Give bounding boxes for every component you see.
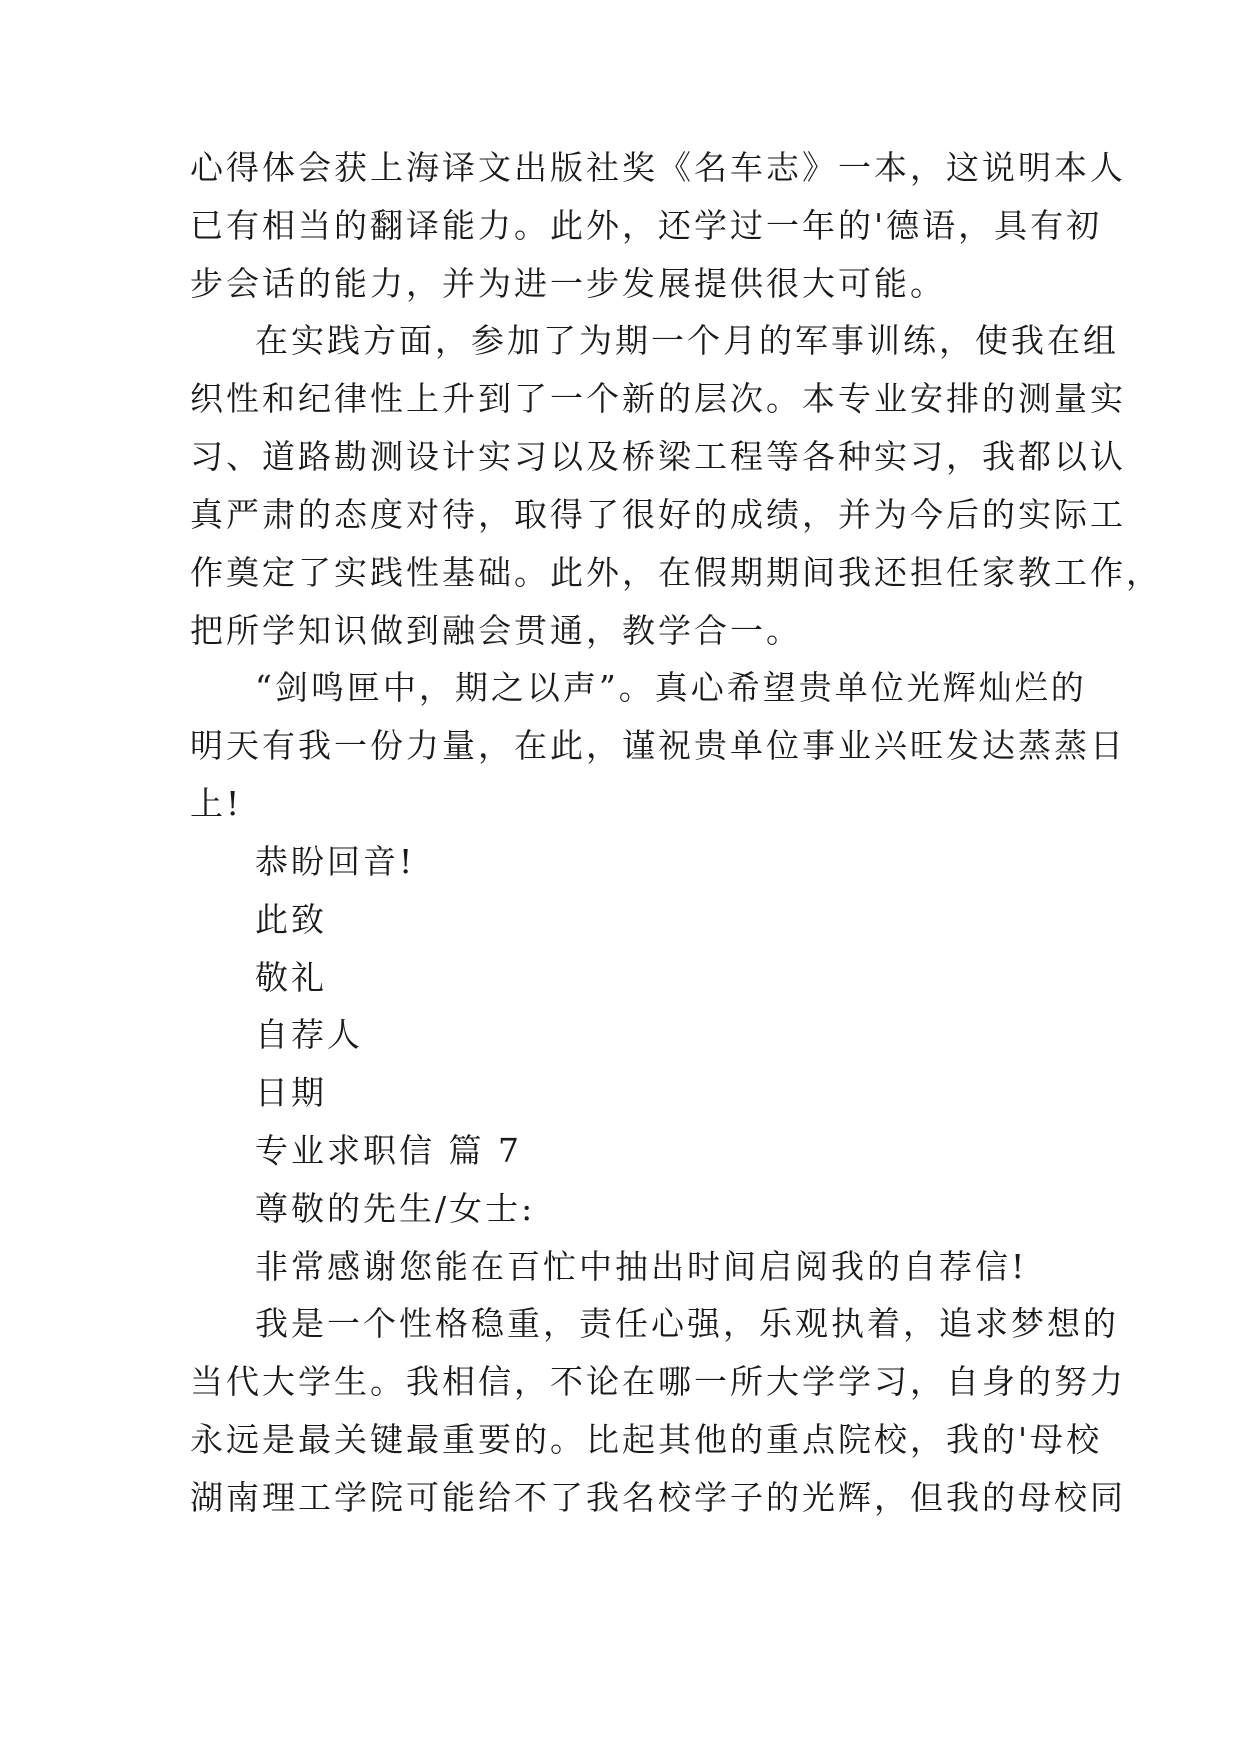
text-line: 永远是最关键最重要的。比起其他的重点院校，我的'母校	[190, 1420, 1103, 1459]
date-label: 日期	[255, 1073, 327, 1112]
closing-line: 恭盼回音!	[255, 842, 416, 881]
text-line: 习、道路勘测设计实习以及桥梁工程等各种实习，我都以认	[190, 437, 1126, 476]
salutation-line: 此致	[255, 900, 327, 939]
text-line: 把所学知识做到融会贯通，教学合一。	[190, 611, 802, 650]
greeting-line: 尊敬的先生/女士:	[255, 1189, 536, 1228]
section-heading: 专业求职信 篇 7	[255, 1131, 522, 1170]
text-line: 已有相当的翻译能力。此外，还学过一年的'德语，具有初	[190, 206, 1103, 245]
paragraph-first-line: 我是一个性格稳重，责任心强，乐观执着，追求梦想的	[255, 1304, 1119, 1343]
text-line: 真严肃的态度对待，取得了很好的成绩，并为今后的实际工	[190, 495, 1126, 534]
signature-label: 自荐人	[255, 1015, 363, 1054]
salutation-line: 敬礼	[255, 958, 327, 997]
text-line: 明天有我一份力量，在此，谨祝贵单位事业兴旺发达蒸蒸日	[190, 726, 1126, 765]
text-line: 织性和纪律性上升到了一个新的层次。本专业安排的测量实	[190, 379, 1126, 418]
paragraph-first-line: “剑鸣匣中，期之以声”。真心希望贵单位光辉灿烂的	[255, 668, 1087, 707]
text-line: 步会话的能力，并为进一步发展提供很大可能。	[190, 264, 946, 303]
paragraph-first-line: 在实践方面，参加了为期一个月的军事训练，使我在组	[255, 321, 1119, 360]
text-line: 湖南理工学院可能给不了我名校学子的光辉，但我的母校同	[190, 1478, 1126, 1517]
text-line: 上!	[190, 784, 243, 823]
text-line: 非常感谢您能在百忙中抽出时间启阅我的自荐信!	[255, 1247, 1028, 1286]
text-line: 心得体会获上海译文出版社奖《名车志》一本，这说明本人	[190, 148, 1126, 187]
text-line: 当代大学生。我相信，不论在哪一所大学学习，自身的努力	[190, 1362, 1126, 1401]
text-line: 作奠定了实践性基础。此外，在假期期间我还担任家教工作，	[190, 553, 1162, 592]
